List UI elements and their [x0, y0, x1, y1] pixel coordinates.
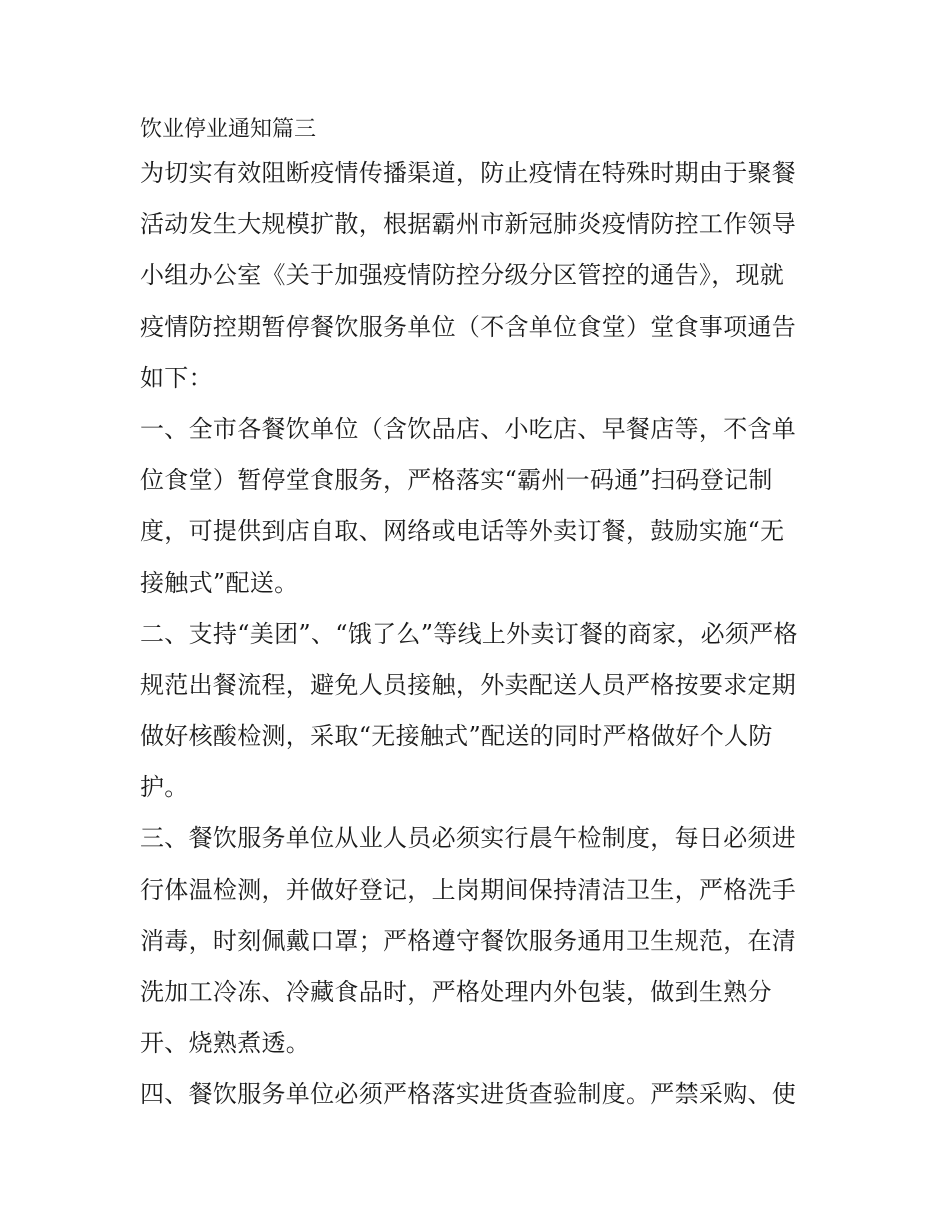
text-line: 疫情防控期暂停餐饮服务单位（不含单位食堂）堂食事项通告 — [140, 312, 797, 341]
text-line: 活动发生大规模扩散，根据霸州市新冠肺炎疫情防控工作领导 — [140, 210, 797, 239]
text-line: 度，可提供到店自取、网络或电话等外卖订餐，鼓励实施“无 — [140, 517, 785, 546]
text-line: 位食堂）暂停堂食服务，严格落实“霸州一码通”扫码登记制 — [140, 466, 773, 495]
text-line: 消毒，时刻佩戴口罩；严格遵守餐饮服务通用卫生规范，在清 — [140, 926, 797, 955]
text-line: 行体温检测，并做好登记，上岗期间保持清洁卫生，严格洗手 — [140, 875, 797, 904]
text-line: 如下： — [140, 363, 213, 392]
text-line: 四、餐饮服务单位必须严格落实进货查验制度。严禁采购、使 — [140, 1080, 797, 1109]
text-line: 二、支持“美团”、“饿了么”等线上外卖订餐的商家，必须严格 — [140, 619, 798, 648]
document-body — [140, 112, 810, 1121]
text-line: 洗加工冷冻、冷藏食品时，严格处理内外包装，做到生熟分 — [140, 978, 772, 1006]
text-line: 做好核酸检测，采取“无接触式”配送的同时严格做好个人防 — [140, 722, 773, 751]
text-line: 接触式”配送。 — [140, 568, 299, 597]
text-line: 小组办公室《关于加强疫情防控分级分区管控的通告》，现就 — [140, 261, 785, 290]
text-line: 开、烧熟煮透。 — [140, 1029, 311, 1058]
text-line: 三、餐饮服务单位从业人员必须实行晨午检制度，每日必须进 — [140, 824, 797, 853]
text-line: 护。 — [140, 773, 189, 802]
document-title: 饮业停业通知篇三 — [140, 117, 317, 142]
text-line: 规范出餐流程，避免人员接触，外卖配送人员严格按要求定期 — [140, 670, 797, 699]
text-line: 为切实有效阻断疫情传播渠道，防止疫情在特殊时期由于聚餐 — [140, 159, 797, 187]
text-line: 一、全市各餐饮单位（含饮品店、小吃店、早餐店等，不含单 — [140, 414, 797, 443]
